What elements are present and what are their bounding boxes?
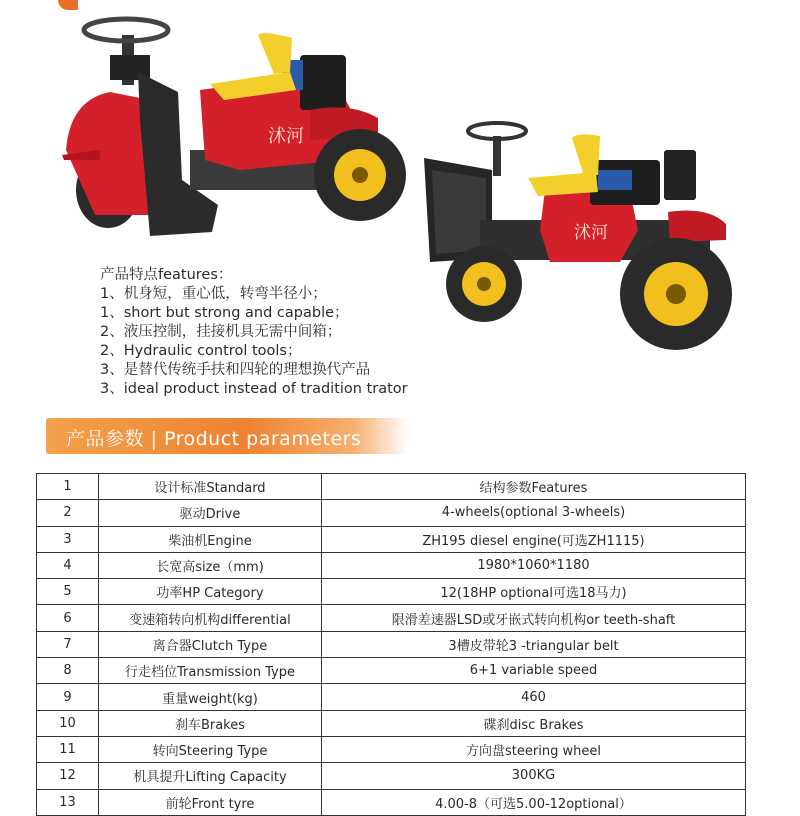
parameter-value: ZH195 diesel engine(可选ZH1115) <box>322 526 746 552</box>
parameter-name: 功率HP Category <box>99 579 322 605</box>
table-row <box>37 631 746 657</box>
parameter-name: 离合器Clutch Type <box>99 631 322 657</box>
feature-line: 2、Hydraulic control tools； <box>100 343 302 359</box>
parameter-name: 刹车Brakes <box>99 710 322 736</box>
table-row <box>37 684 746 710</box>
parameter-name: 长宽高size（mm) <box>99 552 322 578</box>
table-row <box>37 552 746 578</box>
table-row <box>37 736 746 762</box>
parameter-value: 3槽皮带轮3 -triangular belt <box>322 631 746 657</box>
parameter-name: 行走档位Transmission Type <box>99 658 322 684</box>
feature-line: 2、液压控制，挂接机具无需中间箱； <box>100 324 342 340</box>
feature-line: 3、是替代传统手扶和四轮的理想换代产品 <box>100 362 371 378</box>
features-list <box>100 266 460 399</box>
parameter-value: 300KG <box>322 763 746 789</box>
row-number: 13 <box>37 789 99 815</box>
parameter-value: 1980*1060*1180 <box>322 552 746 578</box>
row-number: 12 <box>37 763 99 789</box>
section-banner <box>46 418 408 454</box>
features-heading: 产品特点features： <box>100 267 233 283</box>
parameter-value: 4.00-8（可选5.00-12optional） <box>322 789 746 815</box>
feature-line: 1、short but strong and capable； <box>100 305 349 321</box>
parameter-value: 碟刹disc Brakes <box>322 710 746 736</box>
row-number: 11 <box>37 736 99 762</box>
parameter-name: 变速箱转向机构differential <box>99 605 322 631</box>
parameter-name: 前轮Front tyre <box>99 789 322 815</box>
parameter-value: 方向盘steering wheel <box>322 736 746 762</box>
row-number: 1 <box>37 474 99 500</box>
row-number: 3 <box>37 526 99 552</box>
parameter-value: 限滑差速器LSD或牙嵌式转向机构or teeth-shaft <box>322 605 746 631</box>
row-number: 8 <box>37 658 99 684</box>
table-row <box>37 658 746 684</box>
parameter-name: 柴油机Engine <box>99 526 322 552</box>
table-row <box>37 500 746 526</box>
tractor-photo-left <box>62 19 406 236</box>
row-number: 7 <box>37 631 99 657</box>
table-row <box>37 710 746 736</box>
feature-line: 3、ideal product instead of tradition trator <box>100 381 408 397</box>
row-number: 4 <box>37 552 99 578</box>
table-row <box>37 474 746 500</box>
feature-line: 1、机身短，重心低，转弯半径小； <box>100 286 327 302</box>
parameter-value: 6+1 variable speed <box>322 658 746 684</box>
table-row <box>37 789 746 815</box>
parameter-value: 12(18HP optional可选18马力) <box>322 579 746 605</box>
table-row <box>37 763 746 789</box>
section-title: 产品参数 | Product parameters <box>66 428 362 450</box>
row-number: 6 <box>37 605 99 631</box>
row-number: 9 <box>37 684 99 710</box>
parameter-name: 机具提升Lifting Capacity <box>99 763 322 789</box>
parameter-value: 4-wheels(optional 3-wheels) <box>322 500 746 526</box>
row-number: 2 <box>37 500 99 526</box>
parameter-name: 设计标准Standard <box>99 474 322 500</box>
parameter-name: 驱动Drive <box>99 500 322 526</box>
parameter-value: 460 <box>322 684 746 710</box>
table-row <box>37 526 746 552</box>
tractor-photo-right <box>424 123 732 350</box>
brand-mark-left: 沭河 <box>268 126 304 147</box>
parameters-table <box>36 473 746 816</box>
row-number: 5 <box>37 579 99 605</box>
table-row <box>37 605 746 631</box>
row-number: 10 <box>37 710 99 736</box>
brand-mark-right: 沭河 <box>574 223 608 243</box>
parameter-name: 重量weight(kg) <box>99 684 322 710</box>
parameter-value: 结构参数Features <box>322 474 746 500</box>
table-row <box>37 579 746 605</box>
parameter-name: 转向Steering Type <box>99 736 322 762</box>
